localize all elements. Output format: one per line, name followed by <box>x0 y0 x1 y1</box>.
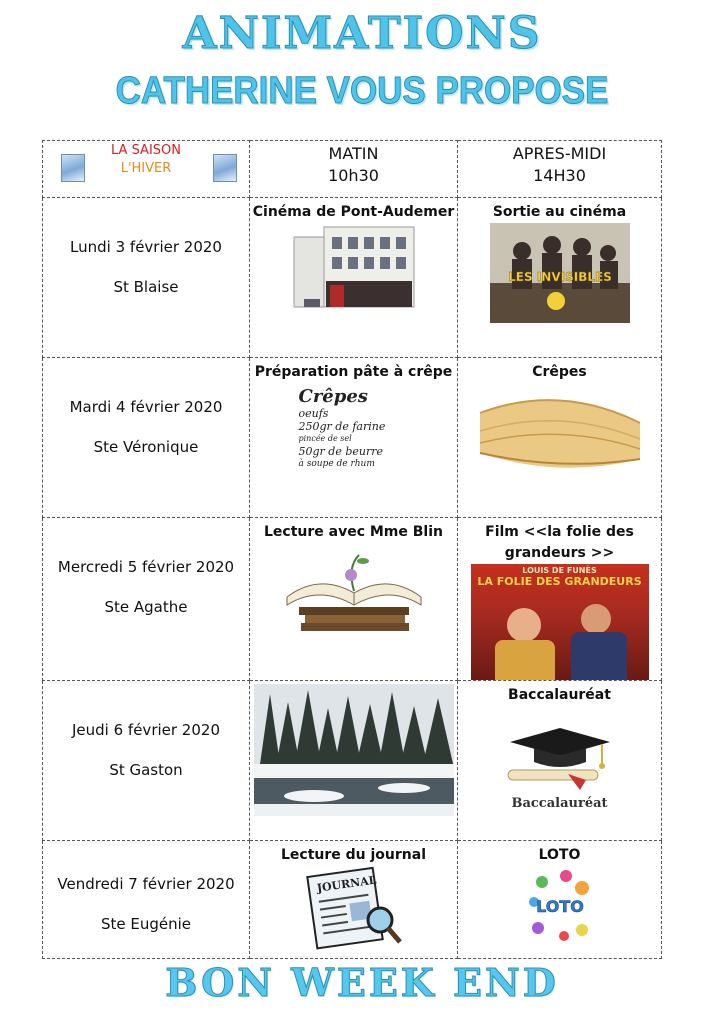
afternoon-label: APRES-MIDI <box>512 144 607 163</box>
recipe-line: 50gr de beurre <box>298 445 384 458</box>
day-date: Mercredi 5 février 2020 <box>57 558 235 576</box>
morning-time: 10h30 <box>328 166 379 185</box>
day-row-monday <box>43 198 662 358</box>
recipe-line: pincée de sel <box>298 434 352 443</box>
poster-title: LA FOLIE DES GRANDEURS <box>477 575 642 588</box>
footer-banner: BON WEEK END <box>165 960 559 1005</box>
morning-activity: Préparation pâte à crêpe <box>254 364 453 380</box>
day-saint: Ste Agathe <box>104 598 188 616</box>
crepe-recipe-image <box>299 387 409 471</box>
folie-des-grandeurs-poster <box>471 564 649 680</box>
morning-activity: Cinéma de Pont-Audemer <box>252 204 455 220</box>
afternoon-activity: Crêpes <box>532 364 587 380</box>
recipe-line: oeufs <box>298 407 329 420</box>
day-date: Vendredi 7 février 2020 <box>57 875 235 893</box>
morning-label: MATIN <box>328 144 379 163</box>
journal-label: JOURNAL <box>315 873 377 895</box>
morning-activity: Lecture avec Mme Blin <box>263 524 443 540</box>
header-row <box>43 141 662 198</box>
poster-title: LES INVISIBLES <box>507 270 612 284</box>
les-invisibles-poster <box>490 223 630 323</box>
afternoon-activity: Baccalauréat <box>508 687 611 703</box>
day-date: Jeudi 6 février 2020 <box>72 721 220 739</box>
day-saint: Ste Eugénie <box>100 915 192 933</box>
season-cell <box>43 141 250 198</box>
day-row-friday <box>43 841 662 959</box>
winter-landscape-image <box>254 684 454 816</box>
afternoon-time: 14H30 <box>533 166 586 185</box>
afternoon-activity: Film <<la folie des grandeurs >> <box>485 524 634 561</box>
loto-icon <box>520 866 600 946</box>
recipe-line: 250gr de farine <box>298 420 386 433</box>
loto-label: LOTO <box>535 897 584 916</box>
season-label: LA SAISON <box>111 143 181 158</box>
day-saint: Ste Véronique <box>93 438 199 456</box>
season-name: L'HIVER <box>120 161 172 176</box>
afternoon-activity: LOTO <box>538 847 581 863</box>
day-saint: St Blaise <box>113 278 179 296</box>
crepes-image <box>476 383 644 479</box>
morning-activity: Lecture du journal <box>280 847 426 863</box>
open-book-image <box>279 543 429 643</box>
page-subtitle: CATHERINE VOUS PROPOSE <box>115 70 609 112</box>
day-row-tuesday <box>43 358 662 518</box>
day-row-thursday <box>43 681 662 841</box>
winter-thumbnail-right <box>213 154 237 182</box>
recipe-title: Crêpes <box>298 386 368 407</box>
afternoon-header <box>458 141 662 198</box>
cinema-building-image <box>290 223 418 315</box>
newspaper-icon <box>306 866 402 952</box>
recipe-line: à soupe de rhum <box>298 459 375 469</box>
morning-header <box>250 141 458 198</box>
baccalaureat-caption: Baccalauréat <box>511 796 608 811</box>
page-title: ANIMATIONS <box>182 8 542 59</box>
day-row-wednesday <box>43 518 662 681</box>
graduation-cap-icon <box>490 724 630 794</box>
poster-actor: LOUIS DE FUNÈS <box>522 566 597 575</box>
day-date: Mardi 4 février 2020 <box>69 398 223 416</box>
schedule-table <box>42 140 662 959</box>
day-saint: St Gaston <box>109 761 183 779</box>
afternoon-activity: Sortie au cinéma <box>492 204 627 220</box>
day-date: Lundi 3 février 2020 <box>70 238 222 256</box>
